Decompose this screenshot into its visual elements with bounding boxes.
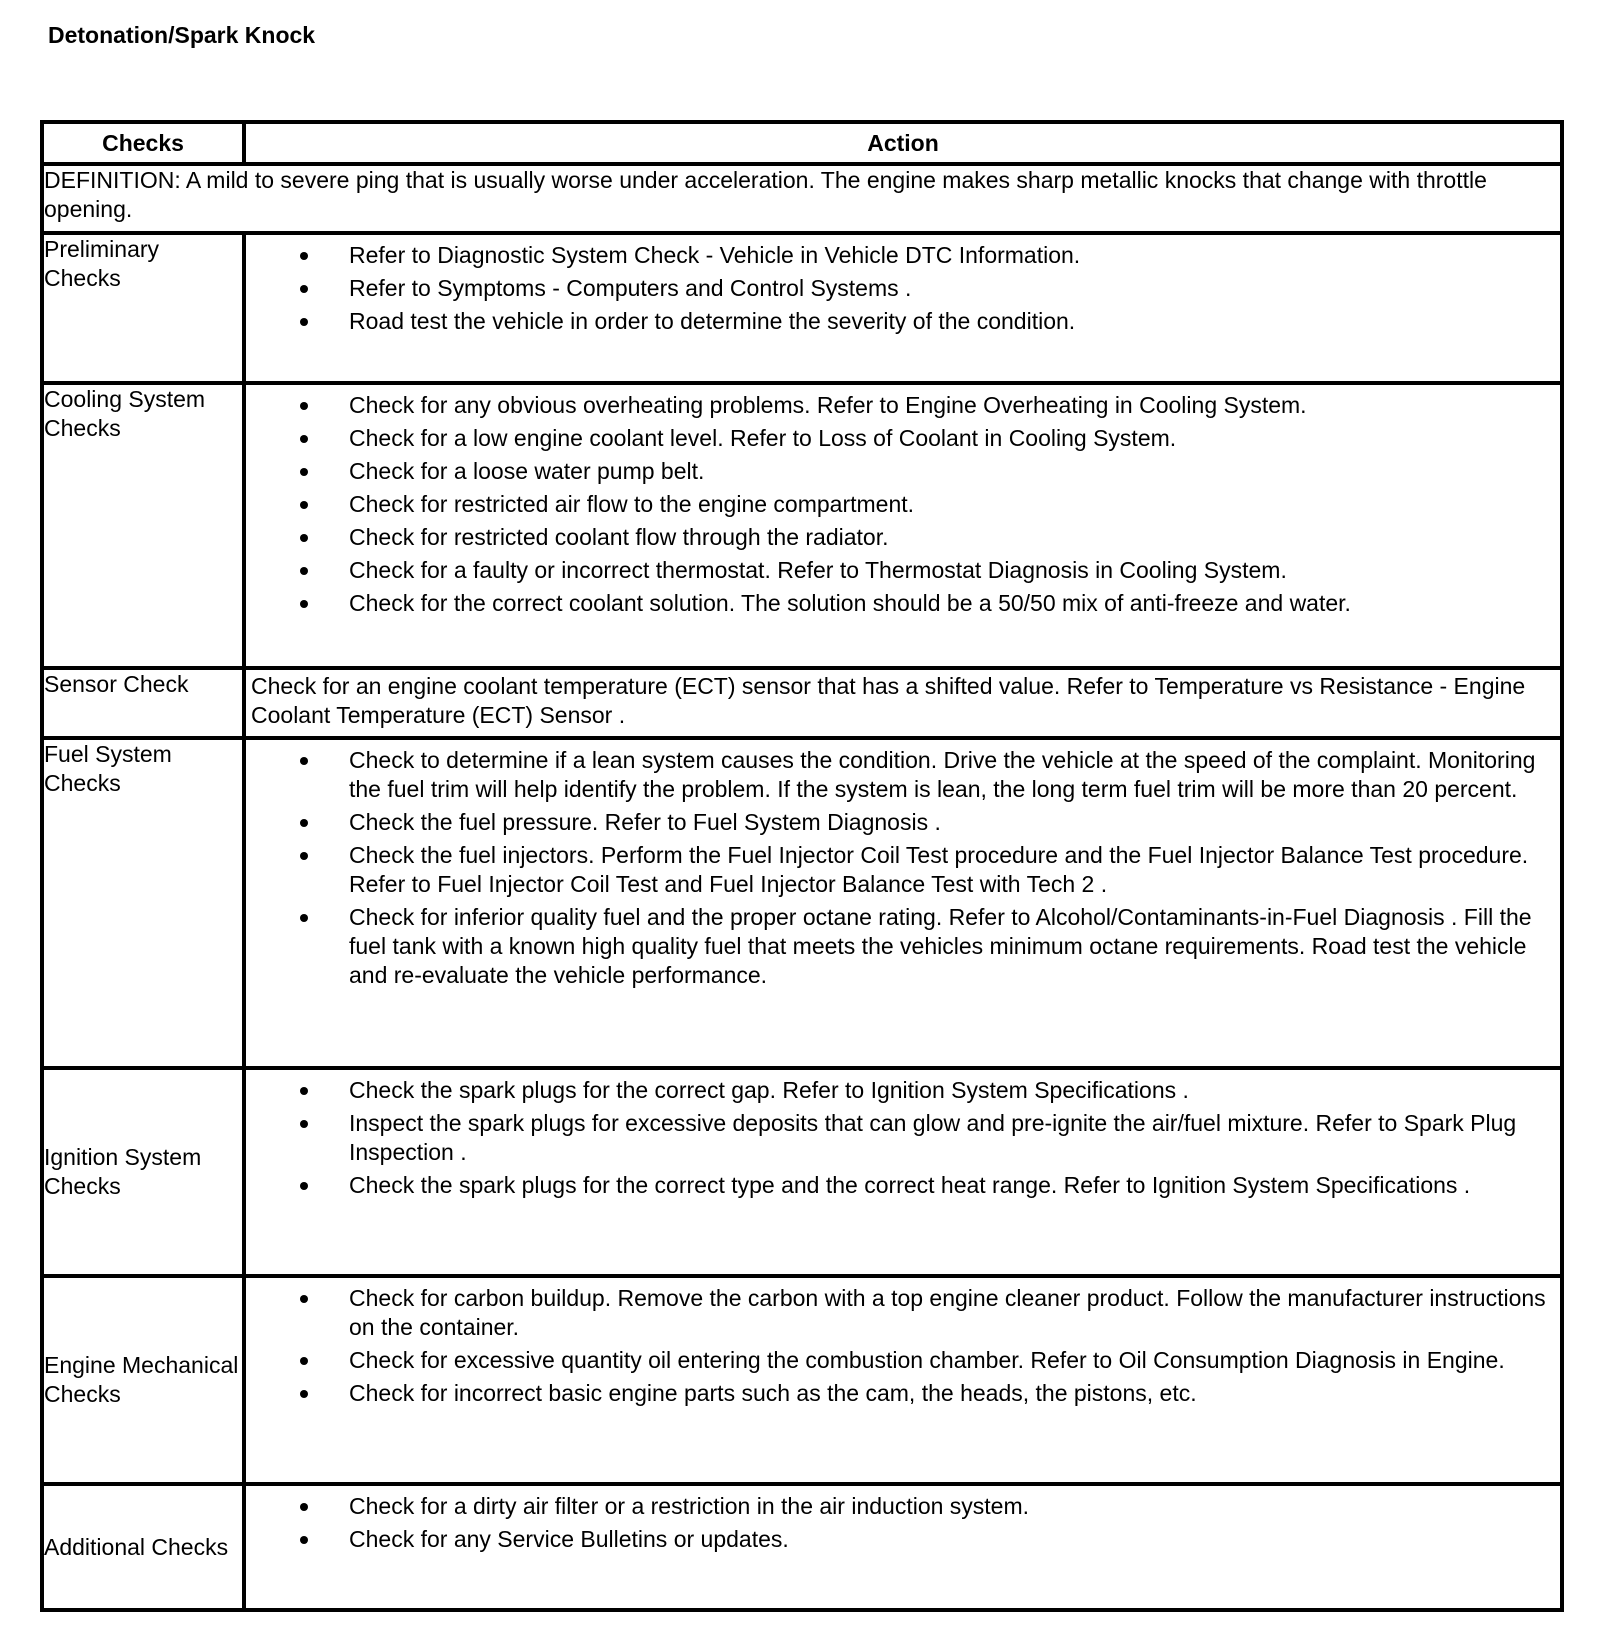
list-item: Check for a dirty air filter or a restriction in the air induction system. [246,1492,1560,1521]
label-engine-mechanical-checks: Engine Mechanical Checks [42,1276,244,1484]
list-item: Check for any Service Bulletins or updates. [246,1525,1560,1554]
list-item: Check for inferior quality fuel and the proper octane rating. Refer to Alcohol/Contaminants-in-Fuel Diagnosis . Fill the fuel tank with a known high quality fuel that meets the vehicles minimum octane requirements. Road test the vehicle and re-evaluate the vehicle performance. [246,903,1560,990]
list-item: Check to determine if a lean system causes the condition. Drive the vehicle at the speed of the complaint. Monitoring the fuel trim will help identify the problem. If the system is lean, the long term fuel trim will be more than 20 percent. [246,746,1560,804]
list-item: Check for restricted air flow to the engine compartment. [246,490,1560,519]
label-fuel-system-checks: Fuel System Checks [42,738,244,1068]
list-item: Check the spark plugs for the correct gap. Refer to Ignition System Specifications . [246,1076,1560,1105]
row-cooling-system-checks [42,383,1562,668]
list-item: Road test the vehicle in order to determine the severity of the condition. [246,307,1560,336]
label-additional-checks: Additional Checks [42,1484,244,1610]
row-preliminary-checks [42,233,1562,383]
list-item: Check the fuel injectors. Perform the Fuel Injector Coil Test procedure and the Fuel Injector Balance Test procedure. Refer to Fuel Injector Coil Test and Fuel Injector Balance Test with Tech 2 . [246,841,1560,899]
action-ignition-system-checks [244,1068,1562,1276]
action-additional-checks [244,1484,1562,1610]
action-fuel-system-checks [244,738,1562,1068]
list-item: Check for a loose water pump belt. [246,457,1560,486]
header-row [42,122,1562,164]
list-item: Check for a low engine coolant level. Refer to Loss of Coolant in Cooling System. [246,424,1560,453]
list-item: Check for the correct coolant solution. The solution should be a 50/50 mix of anti-freeze and water. [246,589,1560,618]
header-checks: Checks [42,122,244,164]
list-item: Check for restricted coolant flow through the radiator. [246,523,1560,552]
list-item: Refer to Diagnostic System Check - Vehicle in Vehicle DTC Information. [246,241,1560,270]
list-item: Check for excessive quantity oil entering the combustion chamber. Refer to Oil Consumption Diagnosis in Engine. [246,1346,1560,1375]
action-cooling-system-checks [244,383,1562,668]
label-ignition-system-checks: Ignition System Checks [42,1068,244,1276]
definition-text: DEFINITION: A mild to severe ping that is usually worse under acceleration. The engine makes sharp metallic knocks that change with throttle opening. [42,164,1562,233]
row-fuel-system-checks [42,738,1562,1068]
label-sensor-check: Sensor Check [42,668,244,738]
row-additional-checks [42,1484,1562,1610]
row-sensor-check [42,668,1562,738]
page-title: Detonation/Spark Knock [48,22,316,48]
diagnosis-table [40,120,1564,1612]
list-item: Check for any obvious overheating problems. Refer to Engine Overheating in Cooling System. [246,391,1560,420]
row-engine-mechanical-checks [42,1276,1562,1484]
list-item: Inspect the spark plugs for excessive deposits that can glow and pre-ignite the air/fuel mixture. Refer to Spark Plug Inspection . [246,1109,1560,1167]
action-sensor-check: Check for an engine coolant temperature (ECT) sensor that has a shifted value. Refer to Temperature vs Resistance - Engine Coolant Temperature (ECT) Sensor . [244,668,1562,738]
list-item: Check the fuel pressure. Refer to Fuel System Diagnosis . [246,808,1560,837]
label-preliminary-checks: Preliminary Checks [42,233,244,383]
list-item: Check for incorrect basic engine parts such as the cam, the heads, the pistons, etc. [246,1379,1560,1408]
action-engine-mechanical-checks [244,1276,1562,1484]
list-item: Refer to Symptoms - Computers and Control Systems . [246,274,1560,303]
definition-row [42,164,1562,233]
header-action: Action [244,122,1562,164]
list-item: Check for a faulty or incorrect thermostat. Refer to Thermostat Diagnosis in Cooling System. [246,556,1560,585]
row-ignition-system-checks [42,1068,1562,1276]
list-item: Check for carbon buildup. Remove the carbon with a top engine cleaner product. Follow the manufacturer instructions on the container. [246,1284,1560,1342]
action-preliminary-checks [244,233,1562,383]
list-item: Check the spark plugs for the correct type and the correct heat range. Refer to Ignition System Specifications . [246,1171,1560,1200]
label-cooling-system-checks: Cooling System Checks [42,383,244,668]
